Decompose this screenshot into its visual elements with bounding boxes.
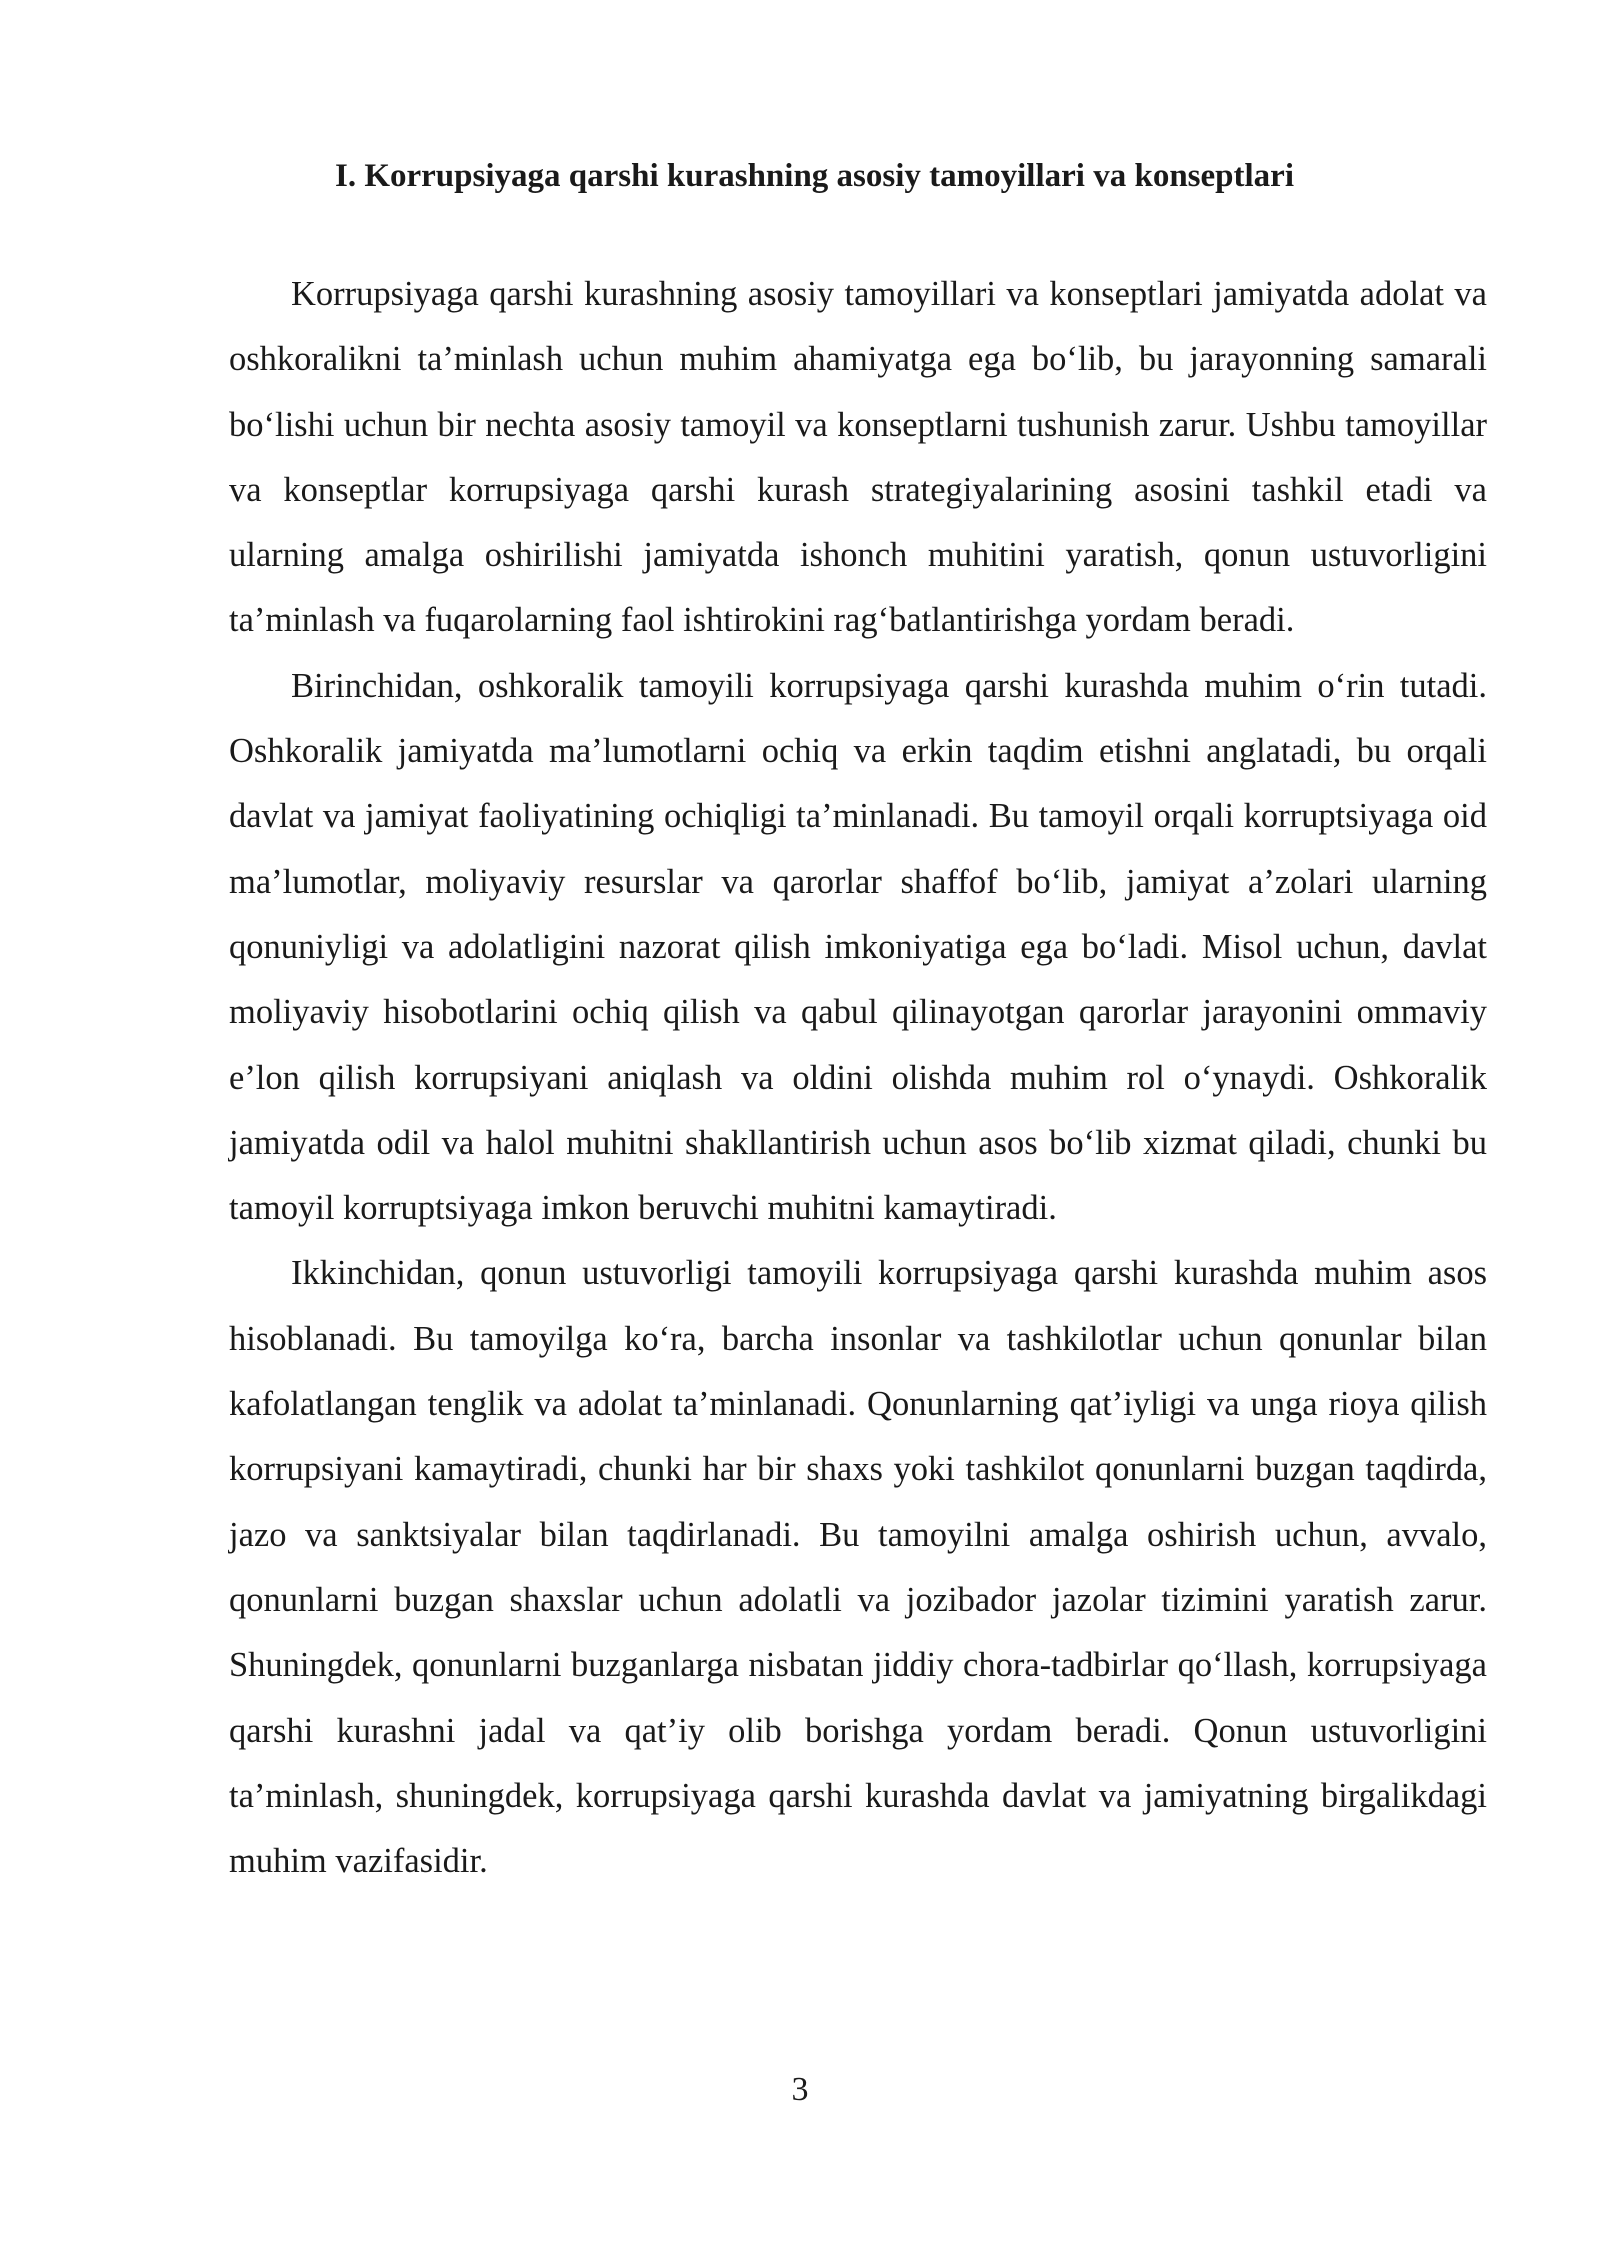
paragraph-transparency: Birinchidan, oshkoralik tamoyili korrupsiyaga qarshi kurashda muhim o‘rin tutadi. Oshkoralik jamiyatda ma’lumotlarni ochiq va erkin taqdim etishni anglatadi, bu orqali davlat va jamiyat faoliyatining ochiqligi ta’minlanadi. Bu tamoyil orqali korruptsiyaga oid ma’lumotlar, moliyaviy resurslar va qarorlar shaffof bo‘lib, jamiyat a’zolari ularning qonuniyligi va adolatligini nazorat qilish imkoniyatiga ega bo‘ladi. Misol uchun, davlat moliyaviy hisobotlarini ochiq qilish va qabul qilinayotgan qarorlar jarayonini ommaviy e’lon qilish korrupsiyani aniqlash va oldini olishda muhim rol o‘ynaydi. Oshkoralik jamiyatda odil va halol muhitni shakllantirish uchun asos bo‘lib xizmat qiladi, chunki bu tamoyil korruptsiyaga imkon beruvchi muhitni kamaytiradi. (229, 666, 1487, 1228)
page-number: 3 (791, 2071, 809, 2108)
paragraph-rule-of-law: Ikkinchidan, qonun ustuvorligi tamoyili korrupsiyaga qarshi kurashda muhim asos hisoblanadi. Bu tamoyilga ko‘ra, barcha insonlar va tashkilotlar uchun qonunlar bilan kafolatlangan tenglik va adolat ta’minlanadi. Qonunlarning qat’iyligi va unga rioya qilish korrupsiyani kamaytiradi, chunki har bir shaxs yoki tashkilot qonunlarni buzgan taqdirda, jazo va sanktsiyalar bilan taqdirlanadi. Bu tamoyilni amalga oshirish uchun, avvalo, qonunlarni buzgan shaxslar uchun adolatli va jozibador jazolar tizimini yaratish zarur. Shuningdek, qonunlarni buzganlarga nisbatan jiddiy chora-tadbirlar qo‘llash, korrupsiyaga qarshi kurashni jadal va qat’iy olib borishga yordam beradi. Qonun ustuvorligini ta’minlash, shuningdek, korrupsiyaga qarshi kurashda davlat va jamiyatning birgalikdagi muhim vazifasidir. (229, 1254, 1487, 1881)
section-heading: I. Korrupsiyaga qarshi kurashning asosiy tamoyillari va konseptlari (335, 158, 1294, 194)
paragraph-intro: Korrupsiyaga qarshi kurashning asosiy tamoyillari va konseptlari jamiyatda adolat va oshkoralikni ta’minlash uchun muhim ahamiyatga ega bo‘lib, bu jarayonning samarali bo‘lishi uchun bir nechta asosiy tamoyil va konseptlarni tushunish zarur. Ushbu tamoyillar va konseptlar korrupsiyaga qarshi kurash strategiyalarining asosini tashkil etadi va ularning amalga oshirilishi jamiyatda ishonch muhitini yaratish, qonun ustuvorligini ta’minlash va fuqarolarning faol ishtirokini rag‘batlantirishga yordam beradi. (229, 275, 1487, 640)
document-body (229, 262, 1487, 1894)
